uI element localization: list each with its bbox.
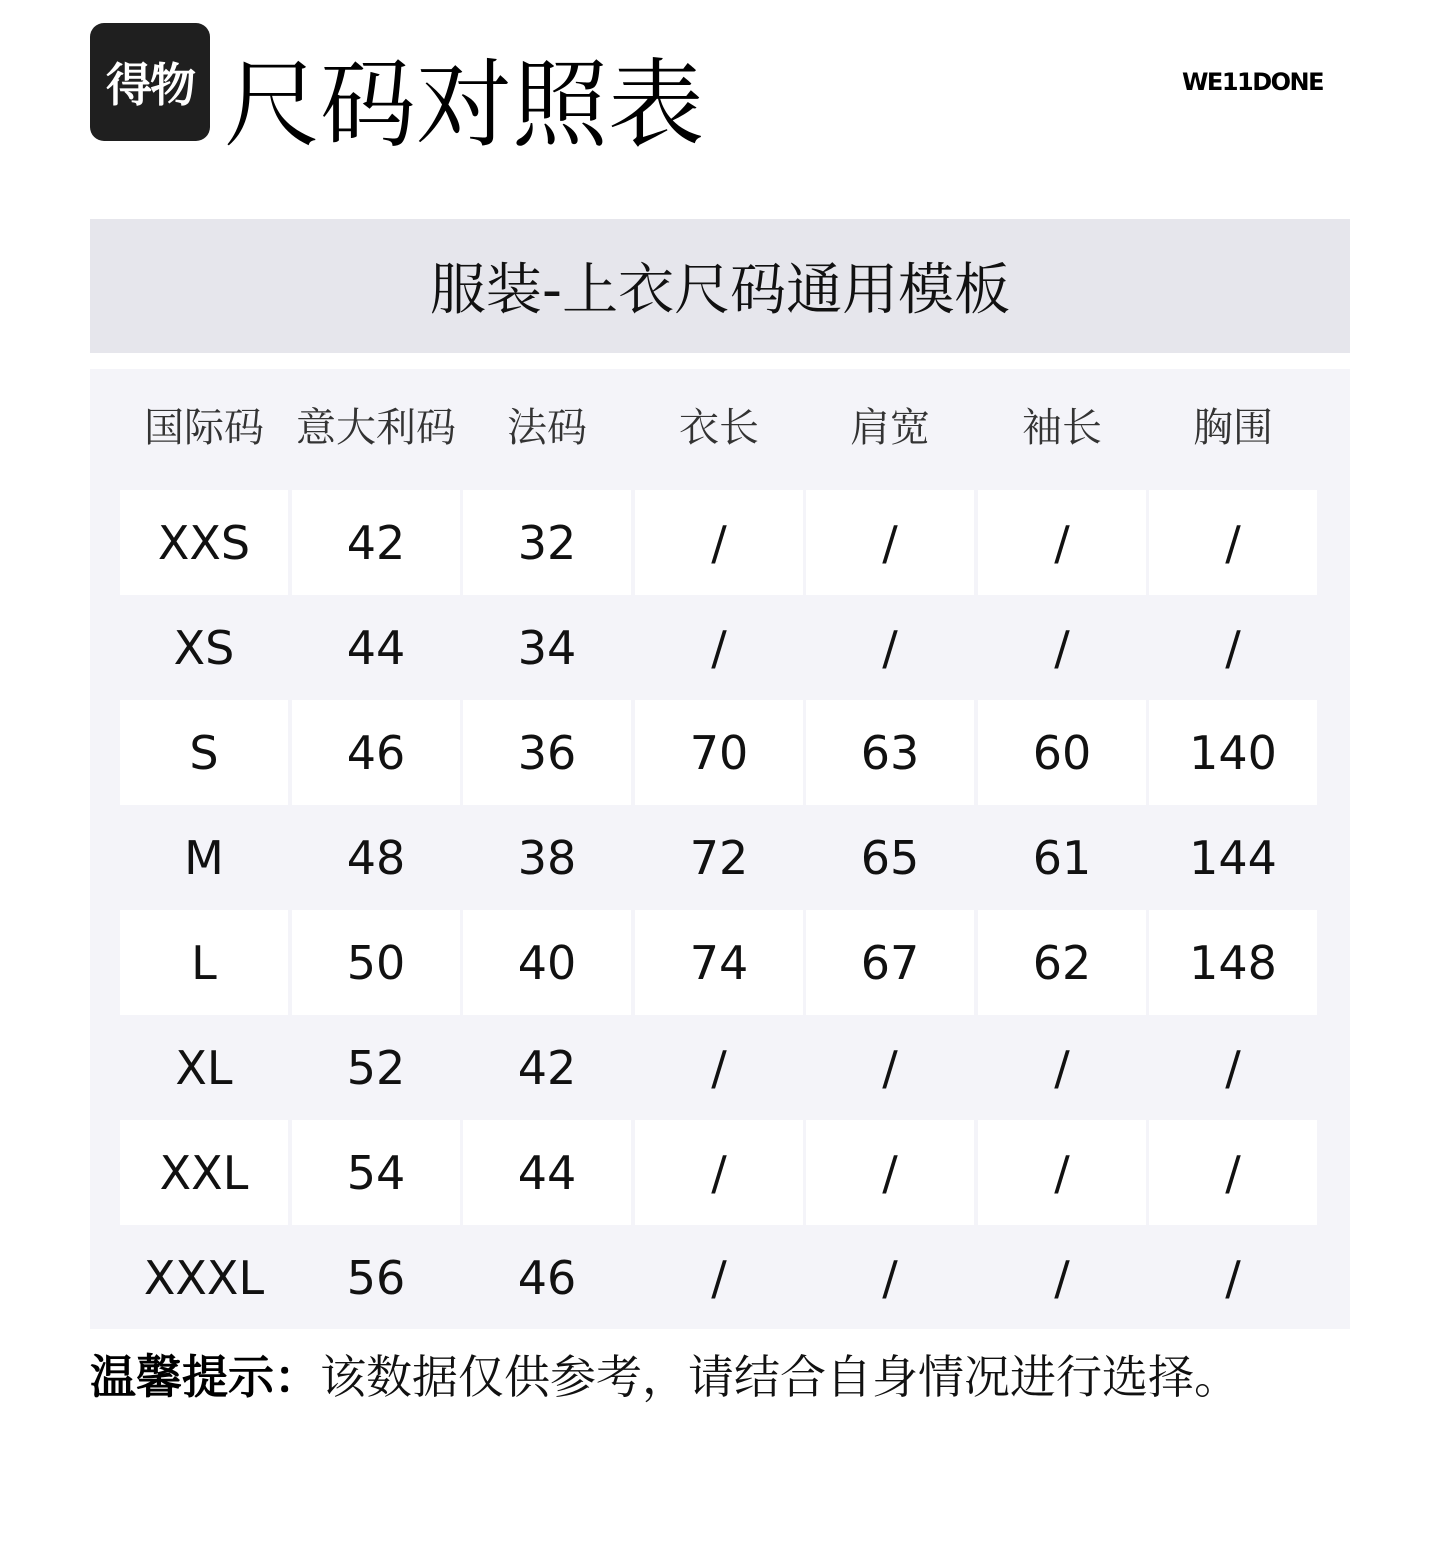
- table-cell: 40: [463, 910, 631, 1015]
- brand-name: WE11DONE: [1181, 68, 1324, 96]
- table-cell: /: [1225, 1250, 1241, 1305]
- table-cell: /: [711, 1250, 727, 1305]
- table-cell: /: [1225, 620, 1241, 675]
- table-cell: 52: [346, 1040, 406, 1095]
- page-title: 尺码对照表: [224, 49, 704, 161]
- table-cell: M: [184, 830, 224, 885]
- table-cell: 140: [1149, 700, 1317, 805]
- table-title: 服装-上衣尺码通用模板: [90, 219, 1350, 353]
- tip: [90, 1345, 1240, 1409]
- tip-label: 温馨提示：: [90, 1350, 320, 1404]
- table-cell: 42: [517, 1040, 577, 1095]
- table-cell: 72: [689, 830, 749, 885]
- table-cell: 46: [292, 700, 460, 805]
- column-header: 衣长: [679, 404, 759, 451]
- table-cell: /: [635, 1120, 803, 1225]
- table-cell: 56: [346, 1250, 406, 1305]
- table-row: [120, 1015, 1318, 1120]
- table-cell: /: [882, 1040, 898, 1095]
- table-row: [120, 595, 1318, 700]
- table-cell: XXL: [120, 1120, 288, 1225]
- table-cell: 38: [517, 830, 577, 885]
- table-cell: 74: [635, 910, 803, 1015]
- table-cell: /: [978, 490, 1146, 595]
- column-header: 法码: [507, 404, 587, 451]
- table-row: [120, 910, 1318, 1015]
- table-cell: 32: [463, 490, 631, 595]
- table-cell: 54: [292, 1120, 460, 1225]
- column-header: 肩宽: [850, 404, 930, 451]
- table-cell: 144: [1189, 830, 1277, 885]
- table-cell: XS: [173, 620, 235, 675]
- table-cell: 60: [978, 700, 1146, 805]
- table-cell: XXS: [120, 490, 288, 595]
- table-cell: 42: [292, 490, 460, 595]
- table-cell: /: [806, 1120, 974, 1225]
- table-cell: /: [882, 620, 898, 675]
- table-row: [120, 1120, 1318, 1225]
- table-cell: /: [1225, 1040, 1241, 1095]
- table-cell: 50: [292, 910, 460, 1015]
- table-cell: /: [978, 1120, 1146, 1225]
- table-cell: /: [711, 1040, 727, 1095]
- table-cell: 148: [1149, 910, 1317, 1015]
- table-row: [120, 700, 1318, 805]
- logo: [90, 23, 210, 141]
- table-row: [120, 1225, 1318, 1330]
- table-cell: /: [1054, 1250, 1070, 1305]
- table-cell: /: [1054, 1040, 1070, 1095]
- table-cell: 34: [517, 620, 577, 675]
- table-cell: /: [882, 1250, 898, 1305]
- table-cell: /: [806, 490, 974, 595]
- table-cell: 63: [806, 700, 974, 805]
- table-cell: /: [635, 490, 803, 595]
- tip-text: 该数据仅供参考，请结合自身情况进行选择。: [320, 1350, 1240, 1404]
- logo-text: 得物: [106, 58, 194, 112]
- table-cell: 36: [463, 700, 631, 805]
- table-cell: 44: [346, 620, 406, 675]
- size-table: [90, 369, 1350, 1329]
- table-cell: /: [711, 620, 727, 675]
- table-cell: 48: [346, 830, 406, 885]
- table-row: [120, 805, 1318, 910]
- table-cell: /: [1149, 1120, 1317, 1225]
- table-cell: 46: [517, 1250, 577, 1305]
- column-header: 意大利码: [296, 404, 456, 451]
- table-cell: 67: [806, 910, 974, 1015]
- table-cell: L: [120, 910, 288, 1015]
- table-cell: S: [120, 700, 288, 805]
- column-header: 国际码: [144, 404, 264, 451]
- table-cell: XXXL: [143, 1250, 265, 1305]
- table-cell: 70: [635, 700, 803, 805]
- column-header: 胸围: [1193, 404, 1273, 451]
- table-cell: /: [1054, 620, 1070, 675]
- table-cell: 62: [978, 910, 1146, 1015]
- table-cell: 44: [463, 1120, 631, 1225]
- column-header: 袖长: [1022, 404, 1102, 451]
- table-cell: /: [1149, 490, 1317, 595]
- table-cell: 61: [1032, 830, 1092, 885]
- table-cell: 65: [860, 830, 920, 885]
- table-header-row: [120, 369, 1318, 479]
- table-cell: XL: [175, 1040, 233, 1095]
- table-row: [120, 490, 1318, 595]
